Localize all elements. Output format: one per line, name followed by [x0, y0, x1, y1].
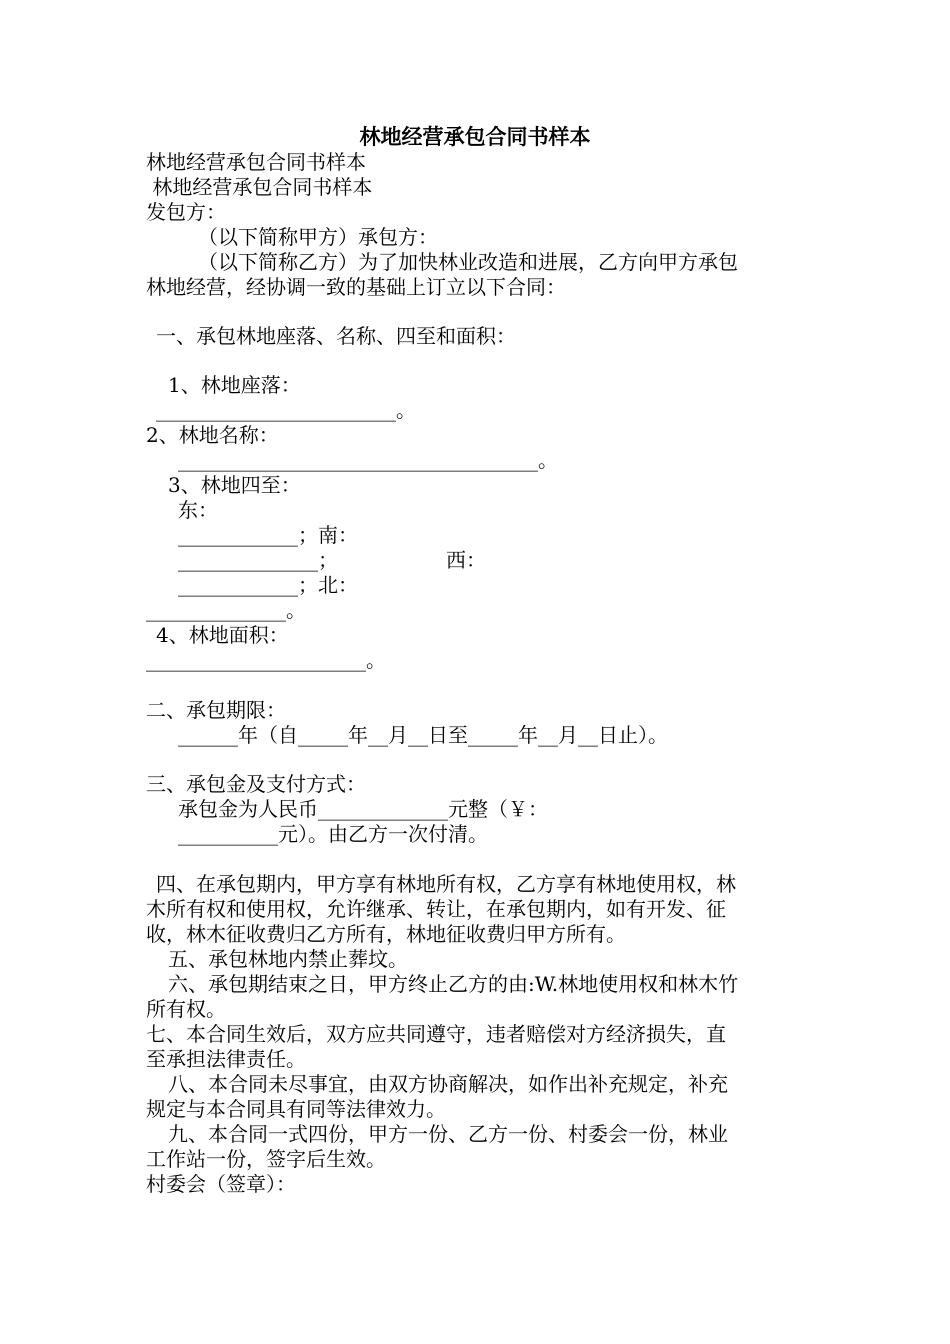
item-area-blank: ______________________。 [146, 648, 386, 672]
boundary-north-line: ____________；北： [178, 573, 358, 597]
section-6-line-1: 六、承包期结束之日，甲方终止乙方的由:W.林地使用权和林木竹 [168, 972, 739, 996]
item-boundaries-label: 3、林地四至： [168, 473, 301, 497]
section-5-line: 五、承包林地内禁止葬坟。 [168, 947, 408, 971]
document-title: 林地经营承包合同书样本 [359, 125, 591, 149]
section-4-line-2: 木所有权和使用权，允许继承、转让，在承包期内，如有开发、征 [146, 897, 726, 921]
subtitle-line-2: 林地经营承包合同书样本 [146, 175, 373, 199]
boundary-west-blank: ______________； [178, 548, 338, 572]
term-line: ______年（自_____年__月__日至_____年__月__日止）。 [178, 723, 668, 747]
section-6-line-2: 所有权。 [146, 997, 226, 1021]
boundary-east-label: 东： [178, 498, 218, 522]
section-8-line-1: 八、本合同未尽事宜，由双方协商解决，如作出补充规定，补充 [168, 1072, 728, 1096]
item-name-label: 2、林地名称： [146, 423, 279, 447]
party-b-line: （以下简称乙方）为了加快林业改造和进展，乙方向甲方承包 [198, 250, 738, 274]
payment-line-1: 承包金为人民币_____________元整（￥： [178, 797, 548, 821]
payment-line-2: __________元）。由乙方一次付清。 [178, 822, 488, 846]
section-1-heading: 一、承包林地座落、名称、四至和面积： [156, 324, 516, 348]
section-2-heading: 二、承包期限： [146, 698, 286, 722]
boundary-west-label: 西： [446, 548, 486, 572]
section-8-line-2: 规定与本合同具有同等法律效力。 [146, 1097, 446, 1121]
issuer-label: 发包方： [146, 200, 226, 224]
section-9-line-2: 工作站一份，签字后生效。 [146, 1147, 386, 1171]
subtitle-line-1: 林地经营承包合同书样本 [146, 150, 366, 174]
section-4-line-3: 收，林木征收费归乙方所有，林地征收费归甲方所有。 [146, 922, 626, 946]
item-location-label: 1、林地座落： [168, 373, 301, 397]
item-location-blank: ________________________。 [156, 398, 416, 422]
section-9-line-1: 九、本合同一式四份，甲方一份、乙方一份、村委会一份，林业 [168, 1122, 728, 1146]
boundary-north-blank: ______________。 [146, 598, 306, 622]
section-3-heading: 三、承包金及支付方式： [146, 772, 366, 796]
item-name-blank: ____________________________________。 [178, 448, 558, 472]
section-4-line-1: 四、在承包期内，甲方享有林地所有权，乙方享有林地使用权，林 [156, 872, 736, 896]
section-7-line-1: 七、本合同生效后，双方应共同遵守，违者赔偿对方经济损失，直 [146, 1022, 726, 1046]
section-7-line-2: 至承担法律责任。 [146, 1047, 306, 1071]
village-committee-signature-label: 村委会（签章）： [146, 1172, 296, 1196]
party-a-line: （以下简称甲方）承包方： [198, 225, 438, 249]
item-area-label: 4、林地面积： [156, 623, 289, 647]
preamble-line-2: 林地经营，经协调一致的基础上订立以下合同： [146, 275, 566, 299]
boundary-south-line: ____________；南： [178, 523, 358, 547]
